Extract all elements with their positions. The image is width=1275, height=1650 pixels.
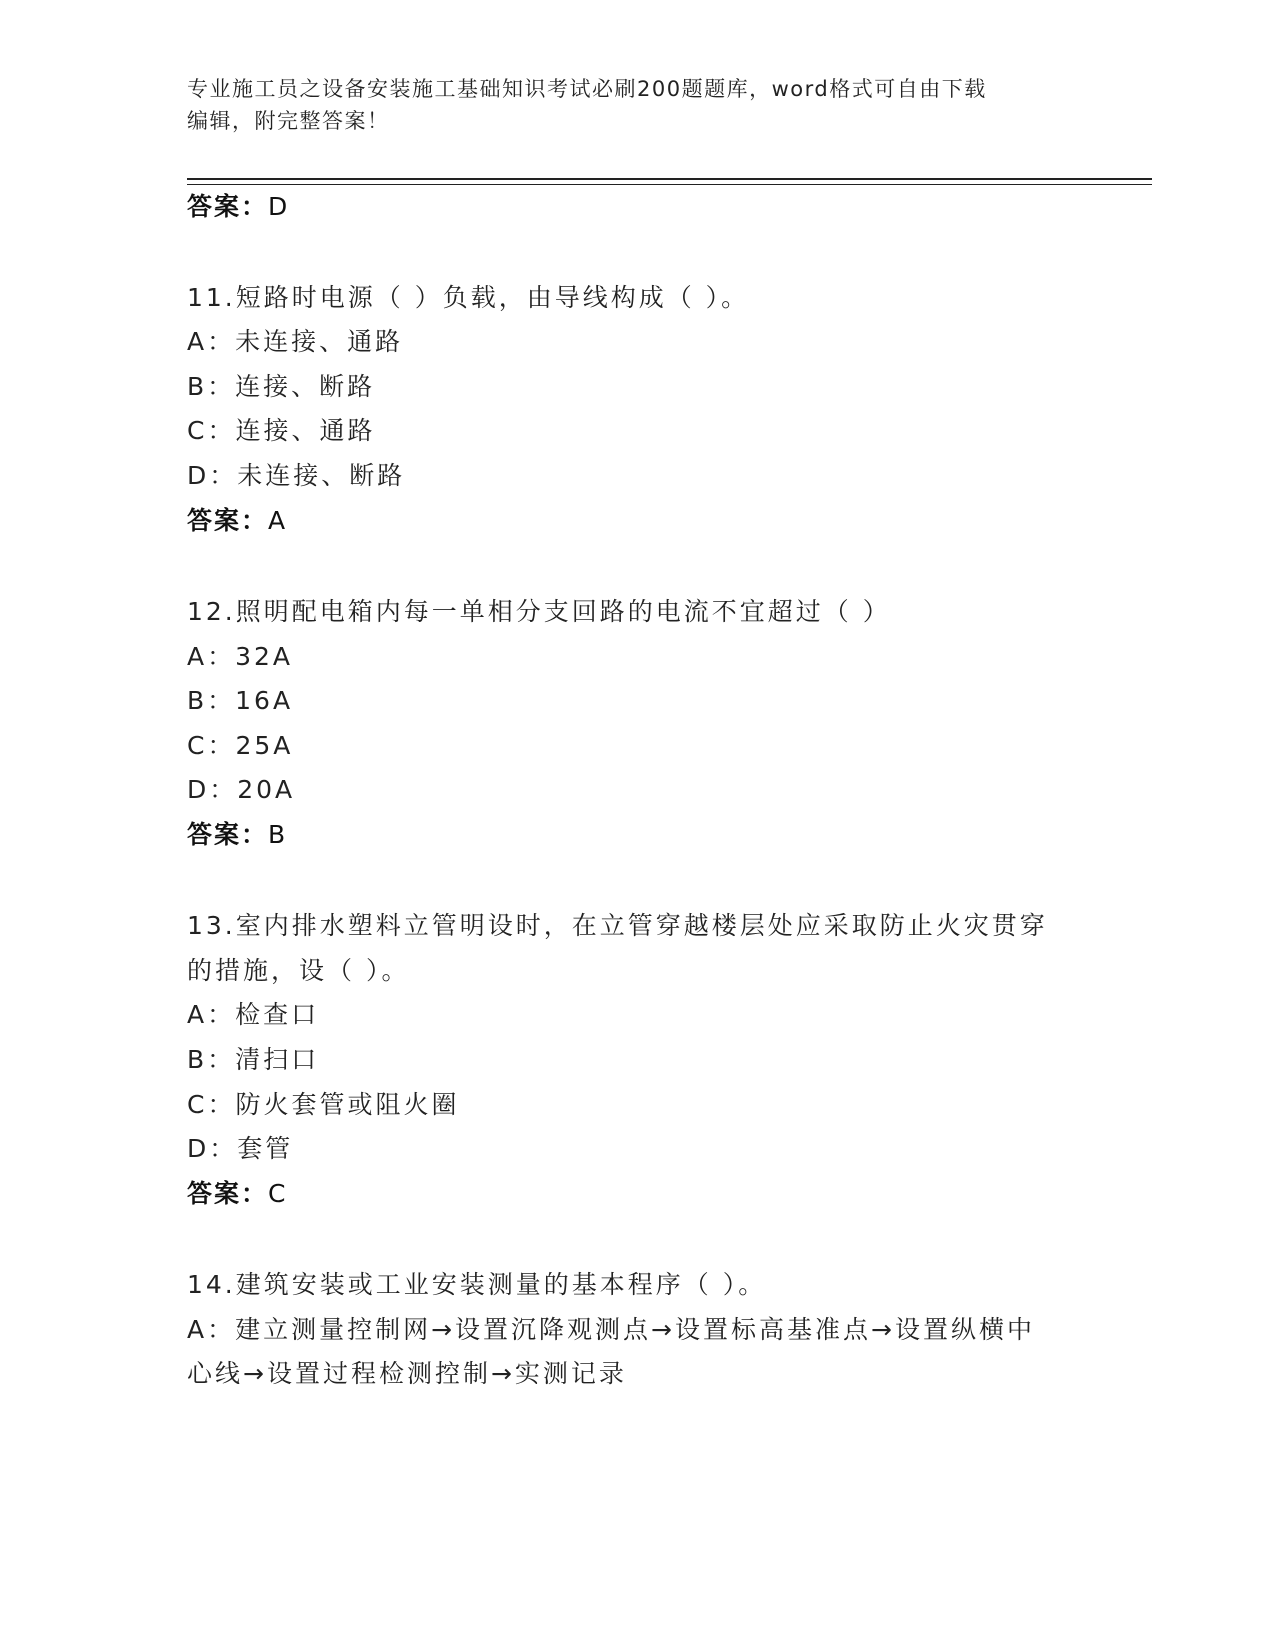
document-header [187, 73, 1067, 137]
question-11-option-c: C：连接、通路 [187, 416, 376, 445]
question-13-option-d: D：套管 [187, 1134, 294, 1163]
header-line-1: 专业施工员之设备安装施工基础知识考试必刷200题题库，word格式可自由下载 [187, 77, 987, 101]
previous-answer [187, 190, 289, 224]
header-line-2: 编辑，附完整答案！ [187, 109, 390, 133]
answer-label: 答案： [187, 506, 269, 535]
question-12-option-d: D：20A [187, 775, 296, 804]
question-13-stem-line-1: 13.室内排水塑料立管明设时，在立管穿越楼层处应采取防止火灾贯穿 [187, 911, 1048, 940]
question-13-option-c: C：防火套管或阻火圈 [187, 1090, 460, 1119]
question-13-stem-line-2: 的措施，设（ ）。 [187, 956, 410, 985]
question-12-answer [187, 818, 287, 852]
question-12-stem: 12.照明配电箱内每一单相分支回路的电流不宜超过（ ） [187, 597, 891, 626]
question-11-answer [187, 504, 287, 538]
question-11-option-b: B：连接、断路 [187, 372, 376, 401]
question-11-option-d: D：未连接、断路 [187, 461, 406, 490]
question-14-option-a-line-1: A：建立测量控制网→设置沉降观测点→设置标高基准点→设置纵横中 [187, 1315, 1035, 1344]
question-13-option-b: B：清扫口 [187, 1045, 320, 1074]
question-11-stem: 11.短路时电源（ ）负载，由导线构成（ ）。 [187, 283, 750, 312]
answer-label: 答案： [187, 1179, 269, 1208]
question-13-option-a: A：检查口 [187, 1000, 320, 1029]
answer-label: 答案： [187, 820, 269, 849]
answer-value: D [268, 192, 290, 221]
question-13-answer [187, 1177, 287, 1211]
question-14-stem: 14.建筑安装或工业安装测量的基本程序（ ）。 [187, 1270, 767, 1299]
answer-value: C [268, 1179, 288, 1208]
header-divider-thick [187, 178, 1152, 180]
question-12-option-a: A：32A [187, 642, 294, 671]
header-divider-thin [187, 184, 1152, 185]
answer-value: A [268, 506, 288, 535]
question-14-option-a-line-2: 心线→设置过程检测控制→实测记录 [187, 1359, 627, 1388]
question-12-option-b: B：16A [187, 686, 294, 715]
question-11-option-a: A：未连接、通路 [187, 327, 404, 356]
answer-label: 答案： [187, 192, 269, 221]
question-12-option-c: C：25A [187, 731, 294, 760]
answer-value: B [268, 820, 288, 849]
